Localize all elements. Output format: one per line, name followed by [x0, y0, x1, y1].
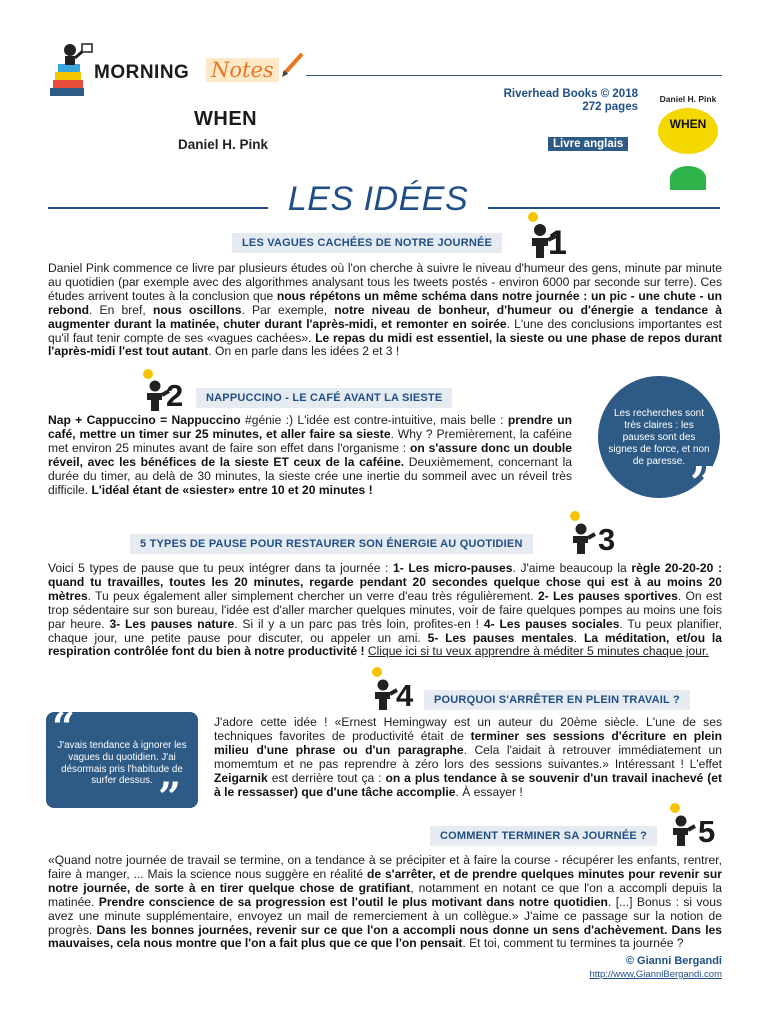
body-text: J'adore cette idée ! «Ernest Hemingway est un auteur du 20ème siècle. L'une de ses techniques favorites de productivité était de [214, 715, 722, 743]
book-author: Daniel H. Pink [178, 137, 269, 152]
idea-1-heading: LES VAGUES CACHÉES DE NOTRE JOURNÉE [232, 233, 502, 253]
body-text: , notamment en notant ce que l'on a accompli depuis la matinée. [48, 880, 722, 909]
body-text: . Et toi, comment tu termines ta journée ? [462, 936, 684, 951]
bold-text: nous oscillons [152, 302, 242, 317]
idea-5-badge [668, 802, 724, 850]
pencil-icon [280, 50, 306, 78]
body-text: . J'aime beaucoup la [512, 561, 632, 575]
bold-text: 4- Les pauses sociales [483, 616, 620, 631]
bold-text: Zeigarnik [214, 770, 268, 785]
body-text: . En bref, [88, 302, 153, 317]
bold-text: règle 20-20-20 : quand tu travailles, toutes les 20 minutes, regarde pendant 20 secondes quelque chose qui est à au moins 20 mètres [48, 561, 722, 603]
body-text: . On est trop sédentaire sur son bureau, l'idée est d'aller marcher quelques minutes, voir de faire quelques pompes au moins une fois par heure. [48, 588, 723, 631]
logo-word-morning: MORNING [94, 62, 190, 83]
book-pages: 272 pages [582, 101, 638, 113]
logo-word-notes: Notes [206, 58, 279, 82]
bold-text: notre niveau de bonheur, d'humeur ou d'énergie a tendance à augmenter durant la matinée, chuter durant l'après-midi, et remonter en soirée [48, 302, 722, 331]
bold-text: Dans les bonnes journées, revenir sur ce que l'on a accompli nous donne un sens d'achèvement. Dans les mauvaises, cela nous montre que l'on a fait plus que ce que l'on pensait [48, 922, 723, 951]
bold-text: Nap + Cappuccino = Nappuccino [48, 413, 241, 427]
body-text: . Why ? Premièrement, la caféine met environ 25 minutes avant de faire son effet dans l'organisme : [48, 426, 572, 455]
idea-3-number: 3 [598, 522, 616, 557]
idea-3-text [48, 562, 722, 659]
bold-text: terminer ses sessions d'écriture en plein milieu d'une phrase ou d'un paragraphe [214, 728, 722, 757]
bold-text: nous répétons un même schéma dans notre journée : un pic - une chute - un rebond [48, 288, 722, 317]
idea-5-heading: COMMENT TERMINER SA JOURNÉE ? [430, 826, 657, 846]
header-rule [306, 75, 722, 76]
body-text: . Si il y a un parc pas très loin, profites-en ! [234, 616, 484, 631]
body-text: . L'une des conclusions importantes est qu'il faut tenir compte de ses «vagues cachées». [48, 316, 722, 345]
body-text: . [573, 630, 584, 645]
bold-text: 1- Les micro-pauses [393, 561, 513, 575]
idea-2-heading: NAPPUCCINO - LE CAFÉ AVANT LA SIESTE [196, 388, 452, 408]
footer-copyright: © Gianni Bergandi [625, 955, 722, 967]
cover-title: WHEN [669, 117, 707, 131]
open-quote-icon: “ [594, 372, 620, 423]
close-quote-icon: ” [690, 458, 716, 509]
cover-author: Daniel H. Pink [659, 94, 717, 104]
bold-text: 2- Les pauses sportives [537, 588, 678, 603]
bold-text: on s'assure donc un double réveil, avec les bénéfices de la sieste ET ceux de la caféine. [48, 440, 572, 469]
idea-2-quote-text: Les recherches sont très claires : les pauses sont des signes de force, et non de paresse. [608, 408, 710, 467]
logo-mascot-icon [48, 42, 96, 100]
idea-4-number: 4 [396, 678, 414, 713]
body-text: . On en parle dans les idées 2 et 3 ! [208, 344, 400, 359]
bold-text: L'idéal étant de «siester» entre 10 et 20 minutes ! [91, 482, 373, 497]
book-cover [648, 80, 728, 178]
meditation-link[interactable]: Clique ici si tu veux apprendre à méditer 5 minutes chaque jour. [367, 644, 709, 659]
body-text: . Tu peux planifier, chaque jour, une petite pause pour discuter, ou appeler un ami. [48, 616, 723, 645]
idea-1-text [48, 262, 722, 359]
idea-5-number: 5 [698, 814, 716, 849]
title-rule-right [488, 207, 720, 209]
idea-3-badge [568, 510, 628, 558]
idea-4-badge [370, 666, 426, 714]
body-text: . Par exemple, [241, 302, 335, 317]
body-text: . À essayer ! [455, 784, 523, 799]
lightbulb-thinker-icon [568, 510, 598, 556]
bold-text: on a plus tendance à se souvenir d'un travail inachevé (et à le ressasser) que d'une tâche accomplie [214, 770, 722, 799]
footer-url[interactable]: http://www.GianniBergandi.com [589, 969, 722, 980]
bold-text: 3- Les pauses nature [109, 616, 235, 631]
body-text: Daniel Pink commence ce livre par plusieurs études où l'on cherche à suivre le niveau d'humeur des gens, minute par minute au quotidien (par exemple avec des algorithmes analysant tous les tweets postés - environ 6000 par seconde sur terre). Ces études arrivent toutes à la conclusion que [48, 261, 722, 303]
body-text: Deuxièmement, concernant la durée du timer, au delà de 30 minutes, la sieste crée une inertie du sommeil avec un réveil très difficile. [48, 454, 572, 497]
idea-4-text [214, 716, 722, 799]
bold-text: 5- Les pauses mentales [427, 630, 574, 645]
idea-1-number: 1 [548, 224, 567, 262]
bold-text: La méditation, et/ou la respiration contrôlée font du bien à notre productivité ! [48, 630, 722, 659]
book-title: WHEN [194, 108, 258, 130]
body-text: #génie :) L'idée est contre-intuitive, mais belle : [240, 413, 508, 427]
bold-text: de s'arrêter, et de prendre quelques minutes pour revenir sur notre journée, de sorte à en tirer quelque chose de gratifiant [48, 866, 722, 895]
body-text: . [...] Bonus : si vous avez une minute supplémentaire, envoyez un mail de remerciement à un collègue.» J'aime ce passage sur la notion de progrès. [48, 894, 722, 937]
idea-4-heading: POURQUOI S'ARRÊTER EN PLEIN TRAVAIL ? [424, 690, 690, 710]
idea-2-quote-bubble [594, 372, 720, 509]
body-text: «Quand notre journée de travail se termine, on a tendance à se précipiter et à faire la course - récupérer les enfants, rentrer, faire à manger, ... Mais la science nous suggère en réalité [48, 853, 722, 881]
body-text: . Cela l'aidait à retrouver immédiatement un momemtum et ne pas reprendre à zéro lors des sessions suivantes.» Intéressant ! L'effet [214, 742, 722, 771]
idea-4-quote-box [46, 704, 198, 821]
bold-text: Prendre conscience de sa progression est l'outil le plus motivant dans notre quotidien [98, 894, 608, 909]
idea-1-badge [526, 210, 598, 262]
language-badge: Livre anglais [548, 137, 628, 151]
idea-4-quote-text: J'avais tendance à ignorer les vagues du quotidien. J'ai désormais pris l'habitude de surfer dessus. [57, 740, 187, 787]
idea-5-text [48, 854, 722, 951]
logo [48, 42, 298, 100]
cover-circle [658, 108, 718, 154]
title-rule-left [48, 207, 268, 209]
idea-2-badge [142, 368, 198, 414]
bold-text: Le repas du midi est essentiel, la sieste ou une phase de repos durant l'après-midi l'est tout autant [48, 330, 723, 359]
body-text: est derrière tout ça : [267, 770, 386, 785]
idea-2-text [48, 414, 572, 497]
close-quote-icon: ” [158, 774, 182, 821]
idea-3-heading: 5 TYPES DE PAUSE POUR RESTAURER SON ÉNERGIE AU QUOTIDIEN [130, 534, 533, 554]
book-publisher: Riverhead Books © 2018 [503, 88, 638, 100]
cover-green-arc [670, 166, 706, 190]
lightbulb-thinker-icon [668, 802, 698, 848]
bold-text: prendre un café, mettre un timer sur 25 minutes, et aller faire sa sieste [48, 413, 572, 441]
body-text: Voici 5 types de pause que tu peux intégrer dans ta journée : [48, 561, 394, 575]
section-title: LES IDÉES [287, 180, 469, 218]
body-text: . Tu peux également aller simplement chercher un verre d'eau très régulièrement. [87, 588, 538, 603]
open-quote-icon: “ [52, 704, 76, 751]
idea-2-number: 2 [166, 378, 184, 413]
